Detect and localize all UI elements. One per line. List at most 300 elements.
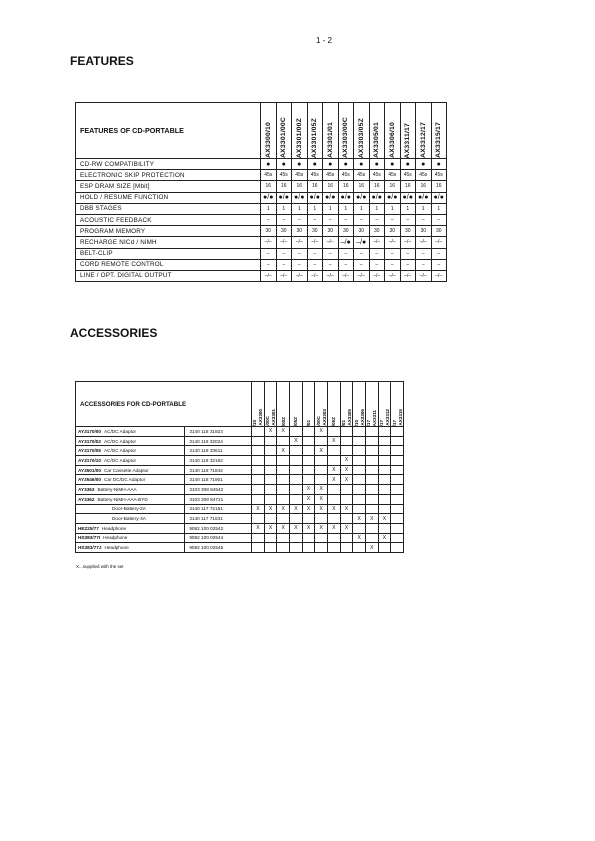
- accessory-code-text: HS383/77J: [78, 545, 102, 551]
- feature-value: 1: [261, 203, 277, 214]
- feature-value: –: [416, 214, 432, 225]
- feature-value: –: [323, 259, 339, 270]
- accessory-mark: [378, 456, 391, 466]
- accessory-code-cell: [76, 475, 185, 485]
- feature-value: ●/●: [276, 192, 292, 203]
- feature-value: ●: [276, 159, 292, 170]
- accessory-mark: [252, 475, 265, 485]
- accessory-number: 3140 118 33611: [185, 446, 252, 456]
- feature-value: 45s: [416, 170, 432, 181]
- feature-value: 45s: [431, 170, 447, 181]
- accessory-mark: [365, 465, 378, 475]
- feature-model-header: [431, 103, 447, 159]
- feature-value: ●: [385, 159, 401, 170]
- accessory-mark: [353, 494, 366, 504]
- accessory-mark: [353, 446, 366, 456]
- feature-value: ●/●: [369, 192, 385, 203]
- accessory-model-name: AX3300: [258, 409, 264, 426]
- feature-label: CD-RW COMPATIBILITY: [76, 159, 261, 170]
- feature-value: –/–: [276, 237, 292, 248]
- feature-model-label: AX3303/05Z: [357, 117, 365, 158]
- accessory-mark: [290, 475, 303, 485]
- accessory-mark: [252, 514, 265, 524]
- feature-value: 30: [400, 226, 416, 237]
- accessory-number: 3140 117 72151: [185, 504, 252, 514]
- accessory-mark: [264, 543, 277, 553]
- accessory-mark: [328, 494, 341, 504]
- accessory-mark: [252, 533, 265, 543]
- accessory-mark: [353, 475, 366, 485]
- accessory-model-name: AX3312: [384, 409, 390, 426]
- feature-value: –: [323, 248, 339, 259]
- accessory-model-wrap: [265, 408, 277, 426]
- accessory-desc-inline: Headphone: [104, 545, 129, 551]
- accessory-mark: [365, 436, 378, 446]
- accessory-mark: X: [252, 504, 265, 514]
- feature-value: 1: [369, 203, 385, 214]
- accessory-mark: [328, 446, 341, 456]
- feature-value: –/–: [323, 270, 339, 281]
- feature-value: –: [354, 259, 370, 270]
- feature-value: –: [369, 259, 385, 270]
- accessory-model-wrap: [391, 408, 403, 426]
- accessory-row: [76, 465, 404, 475]
- feature-model-label: AX3301/00Z: [295, 117, 303, 158]
- feature-label: ESP DRAM SIZE [Mbit]: [76, 181, 261, 192]
- accessory-mark: [290, 456, 303, 466]
- feature-value: –: [338, 214, 354, 225]
- accessory-mark: [277, 533, 290, 543]
- accessory-mark: [378, 504, 391, 514]
- accessory-model-wrap: [252, 408, 264, 426]
- accessory-number: 3140 118 71901: [185, 475, 252, 485]
- feature-model-label: AX3301/00C: [280, 117, 288, 158]
- feature-value: –/–: [400, 270, 416, 281]
- feature-value: 1: [354, 203, 370, 214]
- feature-value: ●/●: [307, 192, 323, 203]
- feature-value: 1: [385, 203, 401, 214]
- accessory-mark: X: [315, 504, 328, 514]
- accessory-model-header: [365, 382, 378, 427]
- accessory-mark: [290, 446, 303, 456]
- accessory-mark: X: [328, 465, 341, 475]
- feature-value: 1: [338, 203, 354, 214]
- feature-value: 45s: [323, 170, 339, 181]
- accessory-number: 9082 100 02542: [185, 523, 252, 533]
- accessory-model-sub: /00C: [315, 416, 321, 426]
- accessory-mark: [353, 523, 366, 533]
- accessory-mark: [252, 456, 265, 466]
- accessory-mark: [391, 456, 404, 466]
- accessory-mark: X: [315, 523, 328, 533]
- accessory-desc-inline: AC/DC Adaptor: [104, 448, 137, 454]
- feature-value: –: [431, 214, 447, 225]
- feature-value: 16: [354, 181, 370, 192]
- accessory-mark: [252, 436, 265, 446]
- accessory-mark: [353, 427, 366, 437]
- accessory-mark: [264, 514, 277, 524]
- accessory-desc-inline: AC/DC Adaptor: [104, 438, 137, 444]
- feature-value: –/–: [261, 237, 277, 248]
- feature-value: –/–: [385, 270, 401, 281]
- accessory-code-text: AY3170/05: [78, 448, 102, 454]
- accessory-mark: [252, 543, 265, 553]
- feature-value: –: [416, 248, 432, 259]
- accessory-mark: X: [264, 523, 277, 533]
- feature-model-label: AX3301/01: [326, 122, 334, 158]
- feature-row: [76, 248, 447, 259]
- feature-value: 30: [416, 226, 432, 237]
- feature-value: –: [292, 259, 308, 270]
- accessory-model-wrap: [379, 408, 391, 426]
- feature-model-header: [276, 103, 292, 159]
- feature-value: 30: [431, 226, 447, 237]
- feature-row: [76, 270, 447, 281]
- accessory-mark: [290, 533, 303, 543]
- feature-model-header: [354, 103, 370, 159]
- accessory-mark: X: [315, 427, 328, 437]
- accessory-mark: [391, 494, 404, 504]
- feature-value: 30: [292, 226, 308, 237]
- feature-value: 45s: [292, 170, 308, 181]
- feature-value: –/–: [369, 237, 385, 248]
- accessory-mark: [378, 485, 391, 495]
- feature-value: 45s: [261, 170, 277, 181]
- accessory-row: [76, 494, 404, 504]
- feature-value: 1: [276, 203, 292, 214]
- accessory-mark: X: [290, 504, 303, 514]
- accessory-mark: [277, 436, 290, 446]
- feature-value: 30: [261, 226, 277, 237]
- feature-value: 30: [369, 226, 385, 237]
- accessory-mark: [378, 436, 391, 446]
- accessory-row: [76, 523, 404, 533]
- accessory-model-header: [340, 382, 353, 427]
- feature-value: –/–: [292, 270, 308, 281]
- feature-value: –: [261, 248, 277, 259]
- feature-value: ●: [323, 159, 339, 170]
- accessory-mark: [340, 436, 353, 446]
- accessory-mark: [252, 485, 265, 495]
- accessory-model-sub: /05Z: [331, 416, 337, 426]
- accessory-desc-inline: Headphone: [103, 535, 128, 541]
- features-table-header: FEATURES OF CD-PORTABLE: [76, 103, 261, 159]
- accessory-mark: [302, 514, 315, 524]
- accessory-mark: [340, 485, 353, 495]
- accessory-mark: [340, 494, 353, 504]
- feature-value: –/–: [307, 237, 323, 248]
- feature-value: ●: [416, 159, 432, 170]
- features-title: FEATURES: [70, 54, 134, 68]
- feature-value: 30: [385, 226, 401, 237]
- accessory-mark: [290, 427, 303, 437]
- feature-value: 45s: [276, 170, 292, 181]
- feature-value: 45s: [369, 170, 385, 181]
- accessory-mark: [391, 504, 404, 514]
- feature-row: [76, 259, 447, 270]
- accessory-desc-inline: AC/DC Adaptor: [104, 428, 137, 434]
- accessory-mark: [391, 475, 404, 485]
- accessory-code-text: AY3501/00: [78, 467, 102, 473]
- accessory-desc-inline: Headphone: [101, 525, 127, 531]
- feature-value: 16: [385, 181, 401, 192]
- feature-model-header: [338, 103, 354, 159]
- accessory-mark: X: [302, 504, 315, 514]
- feature-model-header: [385, 103, 401, 159]
- accessory-mark: [264, 485, 277, 495]
- feature-value: –: [416, 259, 432, 270]
- accessory-row: [76, 475, 404, 485]
- accessory-mark: [290, 465, 303, 475]
- feature-value: ●: [292, 159, 308, 170]
- accessory-model-wrap: [341, 408, 353, 426]
- accessory-code-cell: [76, 446, 185, 456]
- accessory-model-name: AX3303: [321, 409, 327, 426]
- accessory-code-cell: [76, 436, 185, 446]
- feature-value: 45s: [400, 170, 416, 181]
- feature-value: 16: [276, 181, 292, 192]
- accessory-desc: Door-Battery-2A: [76, 504, 185, 514]
- feature-model-label: AX3305/01: [373, 122, 381, 158]
- feature-value: –: [400, 214, 416, 225]
- accessory-code-text: AY3546/00: [78, 477, 102, 483]
- feature-row: [76, 237, 447, 248]
- feature-model-header: [416, 103, 432, 159]
- accessory-mark: [277, 465, 290, 475]
- accessory-mark: [378, 543, 391, 553]
- feature-value: 45s: [385, 170, 401, 181]
- feature-value: 16: [307, 181, 323, 192]
- feature-value: –: [354, 214, 370, 225]
- accessory-mark: X: [277, 523, 290, 533]
- accessory-mark: [340, 427, 353, 437]
- accessory-mark: X: [277, 504, 290, 514]
- accessory-mark: [365, 533, 378, 543]
- accessory-mark: [277, 514, 290, 524]
- accessory-mark: [365, 446, 378, 456]
- accessory-row: [76, 456, 404, 466]
- accessory-mark: X: [302, 494, 315, 504]
- accessory-mark: X: [353, 533, 366, 543]
- accessory-mark: [378, 475, 391, 485]
- accessory-code-text: HE225/77: [78, 525, 99, 531]
- accessory-model-header: [315, 382, 328, 427]
- accessory-mark: [353, 504, 366, 514]
- accessory-number: 3140 118 71842: [185, 465, 252, 475]
- feature-value: –: [261, 214, 277, 225]
- feature-value: 30: [338, 226, 354, 237]
- feature-label: ACOUSTIC FEEDBACK: [76, 214, 261, 225]
- feature-row: [76, 214, 447, 225]
- accessory-row: [76, 446, 404, 456]
- feature-label: DBB STAGES: [76, 203, 261, 214]
- feature-value: 45s: [307, 170, 323, 181]
- accessory-mark: X: [315, 485, 328, 495]
- accessory-mark: [264, 436, 277, 446]
- accessory-code-text: AY3362: [78, 496, 95, 502]
- accessory-mark: [365, 494, 378, 504]
- accessory-mark: X: [365, 543, 378, 553]
- accessories-title: ACCESSORIES: [70, 326, 158, 340]
- accessory-mark: [315, 475, 328, 485]
- feature-value: –/–: [261, 270, 277, 281]
- accessory-model-header: [290, 382, 303, 427]
- features-table: [75, 102, 447, 282]
- accessory-code-cell: [76, 427, 185, 437]
- accessory-mark: [315, 514, 328, 524]
- accessory-mark: X: [277, 446, 290, 456]
- feature-label: PROGRAM MEMORY: [76, 226, 261, 237]
- accessory-row: [76, 514, 404, 524]
- accessory-mark: [365, 504, 378, 514]
- accessory-model-sub: /01: [341, 419, 347, 426]
- accessory-code-text: AY3170/00: [78, 428, 102, 434]
- accessory-model-sub: /17: [379, 419, 385, 426]
- feature-value: –/●: [354, 237, 370, 248]
- accessory-mark: [315, 456, 328, 466]
- accessory-code-cell: [76, 533, 185, 543]
- accessory-mark: [340, 446, 353, 456]
- feature-value: –/–: [354, 270, 370, 281]
- accessory-mark: [340, 543, 353, 553]
- accessory-mark: X: [340, 456, 353, 466]
- feature-value: 16: [369, 181, 385, 192]
- accessory-mark: [264, 446, 277, 456]
- feature-value: ●: [307, 159, 323, 170]
- accessory-mark: [378, 494, 391, 504]
- accessory-mark: X: [315, 494, 328, 504]
- accessory-mark: [264, 494, 277, 504]
- accessory-mark: [391, 523, 404, 533]
- accessory-mark: [340, 533, 353, 543]
- feature-value: –: [431, 259, 447, 270]
- feature-value: 16: [416, 181, 432, 192]
- accessory-row: [76, 543, 404, 553]
- accessory-code-text: AY3363: [78, 486, 95, 492]
- feature-value: 16: [292, 181, 308, 192]
- accessory-model-name: AX3315: [397, 409, 403, 426]
- accessory-mark: [378, 446, 391, 456]
- feature-value: –: [431, 248, 447, 259]
- feature-value: –: [276, 259, 292, 270]
- feature-row: [76, 170, 447, 181]
- accessory-mark: X: [264, 504, 277, 514]
- feature-value: 30: [276, 226, 292, 237]
- feature-value: 1: [416, 203, 432, 214]
- accessory-code-cell: [76, 465, 185, 475]
- accessory-mark: [365, 475, 378, 485]
- accessory-mark: [277, 475, 290, 485]
- accessory-mark: X: [277, 427, 290, 437]
- accessory-mark: [252, 494, 265, 504]
- accessory-mark: X: [340, 465, 353, 475]
- accessory-mark: X: [353, 514, 366, 524]
- feature-value: ●/●: [354, 192, 370, 203]
- accessory-row: [76, 504, 404, 514]
- feature-value: –/–: [400, 237, 416, 248]
- feature-value: 45s: [338, 170, 354, 181]
- accessory-mark: X: [340, 475, 353, 485]
- accessory-number: 3140 118 31923: [185, 427, 252, 437]
- feature-value: ●: [369, 159, 385, 170]
- accessory-mark: [264, 533, 277, 543]
- feature-value: ●/●: [400, 192, 416, 203]
- accessory-mark: X: [340, 523, 353, 533]
- accessory-model-sub: /10: [252, 419, 258, 426]
- accessory-mark: X: [252, 523, 265, 533]
- feature-value: –: [385, 214, 401, 225]
- accessory-desc-inline: Car Cassette Adaptor: [104, 467, 149, 473]
- page-number: 1 - 2: [316, 36, 333, 45]
- accessory-number: 3140 118 32024: [185, 436, 252, 446]
- feature-value: –/–: [307, 270, 323, 281]
- feature-value: –: [385, 248, 401, 259]
- feature-row: [76, 203, 447, 214]
- accessory-mark: X: [290, 523, 303, 533]
- accessory-mark: [378, 465, 391, 475]
- feature-value: 30: [323, 226, 339, 237]
- feature-model-label: AX3306/10: [388, 122, 396, 158]
- accessory-mark: X: [378, 533, 391, 543]
- feature-model-header: [261, 103, 277, 159]
- accessory-mark: X: [302, 523, 315, 533]
- feature-model-label: AX3312/17: [419, 122, 427, 158]
- accessory-model-sub: /17: [391, 419, 397, 426]
- accessory-number: 3103 308 84542: [185, 485, 252, 495]
- accessory-mark: [315, 465, 328, 475]
- accessory-row: [76, 485, 404, 495]
- feature-value: ●: [400, 159, 416, 170]
- feature-value: –: [276, 214, 292, 225]
- accessory-model-header: [353, 382, 366, 427]
- feature-model-header: [400, 103, 416, 159]
- accessory-mark: [378, 523, 391, 533]
- accessory-mark: [328, 485, 341, 495]
- accessory-mark: X: [328, 475, 341, 485]
- feature-value: –: [261, 259, 277, 270]
- accessory-mark: [378, 427, 391, 437]
- accessory-number: 3140 118 32162: [185, 456, 252, 466]
- accessory-row: [76, 436, 404, 446]
- accessory-model-wrap: [315, 408, 327, 426]
- accessory-mark: [391, 446, 404, 456]
- accessory-mark: [391, 533, 404, 543]
- feature-value: –: [276, 248, 292, 259]
- feature-value: –: [400, 259, 416, 270]
- feature-value: –: [338, 248, 354, 259]
- accessory-desc-inline: Car DC/DC Adaptor: [104, 477, 146, 483]
- feature-value: ●: [431, 159, 447, 170]
- feature-value: 16: [261, 181, 277, 192]
- feature-model-label: AX3301/05Z: [311, 117, 319, 158]
- accessory-model-sub: /17: [366, 419, 372, 426]
- feature-label: HOLD / RESUME FUNCTION: [76, 192, 261, 203]
- feature-value: –/–: [323, 237, 339, 248]
- feature-label: BELT-CLIP: [76, 248, 261, 259]
- accessory-mark: [391, 465, 404, 475]
- accessory-desc: Door-Battery-3A: [76, 514, 185, 524]
- accessory-model-header: [264, 382, 277, 427]
- feature-model-header: [307, 103, 323, 159]
- accessory-code-cell: [76, 523, 185, 533]
- feature-value: –: [292, 214, 308, 225]
- accessory-model-name: AX3306: [359, 409, 365, 426]
- feature-value: 16: [431, 181, 447, 192]
- accessory-desc-inline: AC/DC Adaptor: [104, 457, 137, 463]
- feature-row: [76, 226, 447, 237]
- feature-value: –/–: [416, 237, 432, 248]
- accessory-number: 3140 117 71631: [185, 514, 252, 524]
